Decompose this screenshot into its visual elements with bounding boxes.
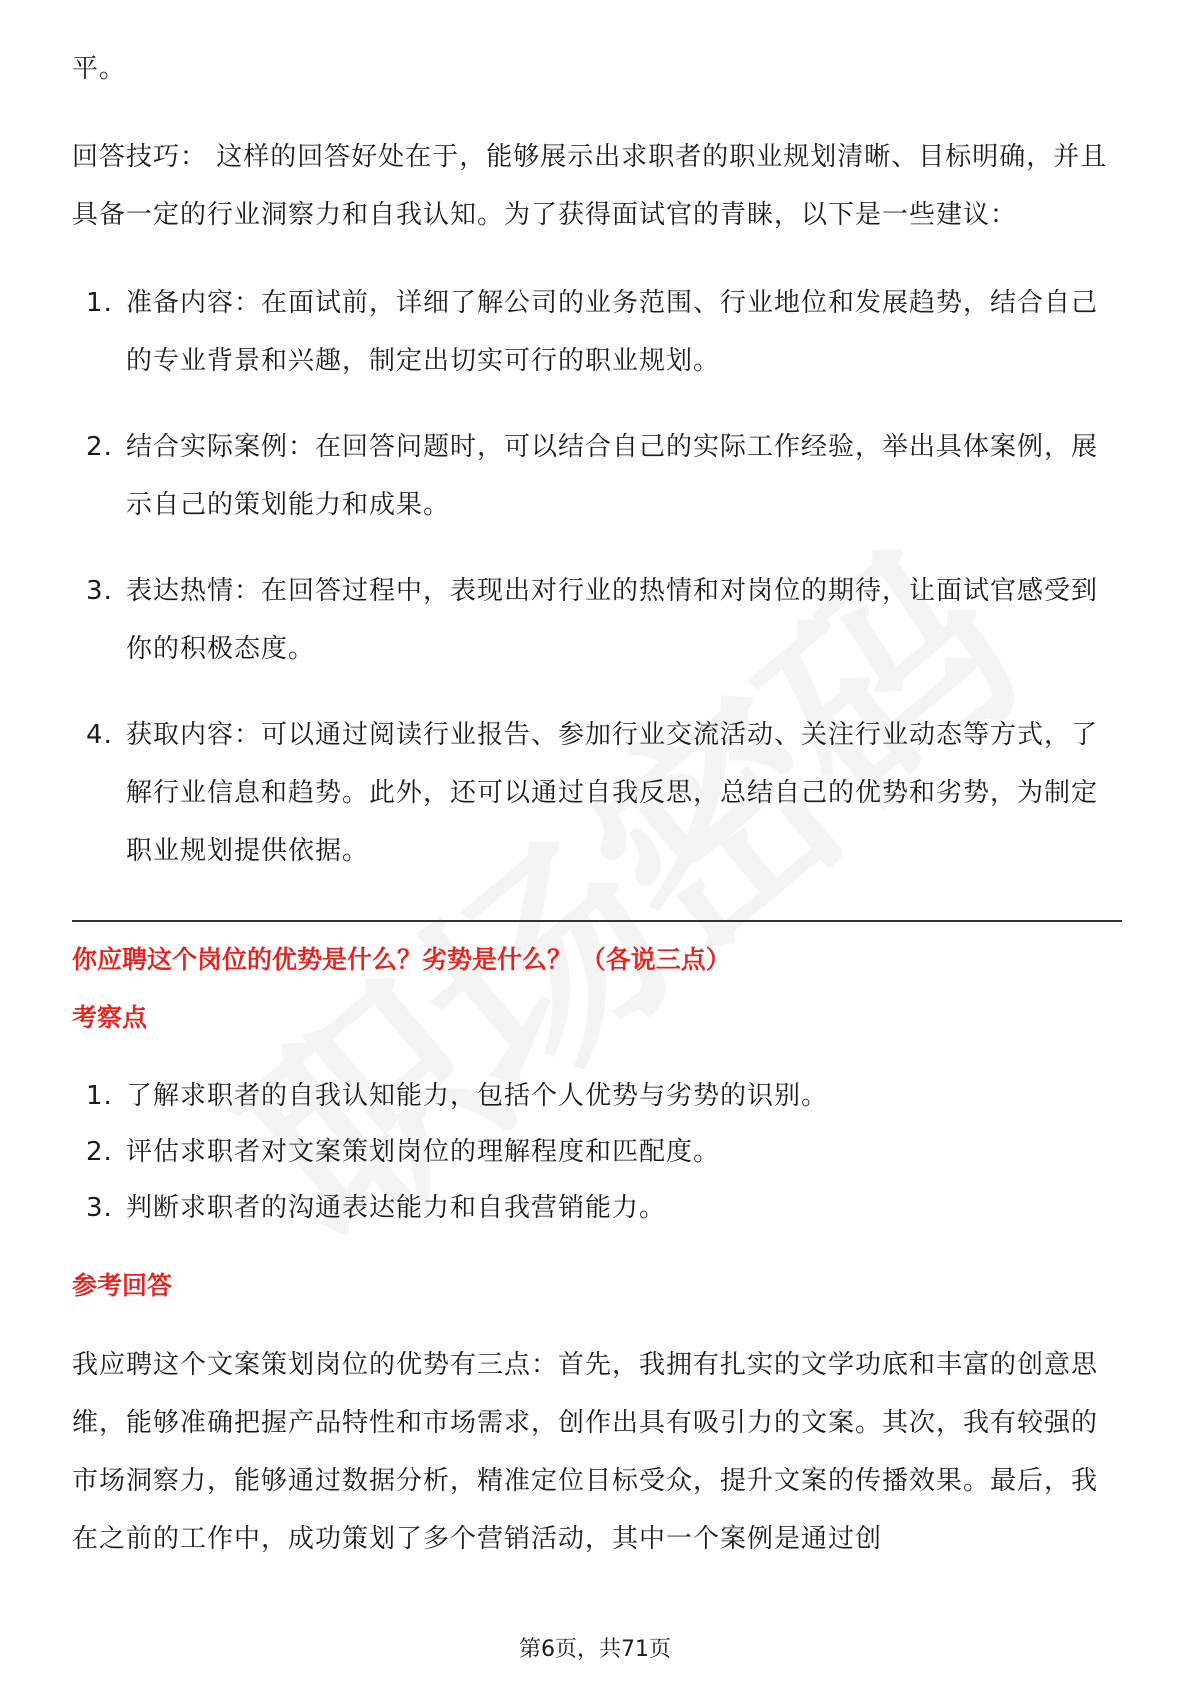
list-item: [72, 706, 1122, 880]
list-item: [72, 1180, 1122, 1236]
examination-heading: 考察点: [72, 1003, 148, 1032]
list-number: 1.: [86, 1081, 113, 1111]
page-footer: 第6页，共71页: [519, 1637, 671, 1662]
list-number: 2.: [86, 1137, 113, 1167]
list-item-text: 判断求职者的沟通表达能力和自我营销能力。: [126, 1193, 667, 1223]
list-number: 1.: [86, 288, 113, 318]
list-item: [72, 562, 1122, 678]
intro-tail-text: 平。: [72, 54, 127, 84]
list-item-text: 准备内容：在面试前，详细了解公司的业务范围、行业地位和发展趋势，结合自己的专业背景和兴趣，制定出切实可行的职业规划。: [126, 288, 1099, 376]
tips-list: [72, 274, 1122, 880]
list-item-text: 表达热情：在回答过程中，表现出对行业的热情和对岗位的期待，让面试官感受到你的积极态度。: [126, 576, 1099, 664]
document-page: [72, 40, 1122, 1568]
list-item: [72, 418, 1122, 534]
list-number: 3.: [86, 576, 113, 606]
list-item-text: 结合实际案例：在回答问题时，可以结合自己的实际工作经验，举出具体案例，展示自己的策划能力和成果。: [126, 432, 1099, 520]
list-item: [72, 274, 1122, 390]
list-item: [72, 1124, 1122, 1180]
examination-list: [72, 1068, 1122, 1236]
list-item: [72, 1068, 1122, 1124]
reference-heading: 参考回答: [72, 1271, 173, 1300]
list-number: 2.: [86, 432, 113, 462]
list-item-text: 获取内容：可以通过阅读行业报告、参加行业交流活动、关注行业动态等方式，了解行业信息和趋势。此外，还可以通过自我反思，总结自己的优势和劣势，为制定职业规划提供依据。: [126, 720, 1099, 866]
reference-answer-text: 我应聘这个文案策划岗位的优势有三点：首先，我拥有扎实的文学功底和丰富的创意思维，能够准确把握产品特性和市场需求，创作出具有吸引力的文案。其次，我有较强的市场洞察力，能够通过数据分析，精准定位目标受众，提升文案的传播效果。最后，我在之前的工作中，成功策划了多个营销活动，其中一个案例是通过创: [72, 1350, 1099, 1554]
list-number: 4.: [86, 720, 113, 750]
tips-paragraph: 回答技巧： 这样的回答好处在于，能够展示出求职者的职业规划清晰、目标明确，并且具备一定的行业洞察力和自我认知。为了获得面试官的青睐，以下是一些建议：: [72, 142, 1108, 230]
question-heading: 你应聘这个岗位的优势是什么？劣势是什么？ （各说三点）: [72, 945, 731, 974]
list-item-text: 评估求职者对文案策划岗位的理解程度和匹配度。: [126, 1137, 721, 1167]
section-divider: [72, 920, 1122, 922]
list-number: 3.: [86, 1193, 113, 1223]
list-item-text: 了解求职者的自我认知能力，包括个人优势与劣势的识别。: [126, 1081, 829, 1111]
